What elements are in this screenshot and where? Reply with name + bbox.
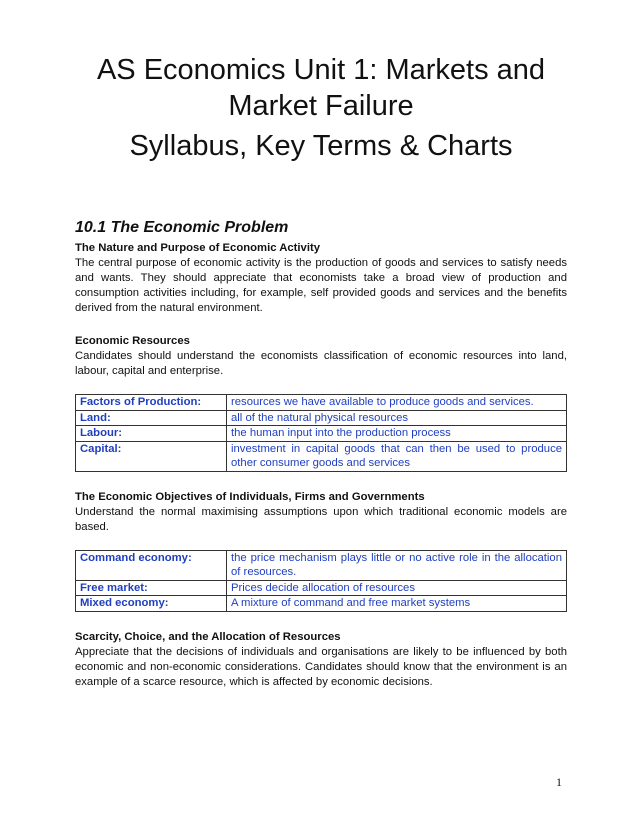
table-row bbox=[76, 550, 567, 580]
definition-cell: resources we have available to produce goods and services. bbox=[227, 395, 567, 411]
table-row bbox=[76, 580, 567, 596]
term-cell: Free market: bbox=[76, 580, 227, 596]
definition-cell: the price mechanism plays little or no active role in the allocation of resources. bbox=[227, 550, 567, 580]
block-nature-purpose bbox=[75, 241, 567, 316]
table-row bbox=[76, 441, 567, 471]
block-heading: Economic Resources bbox=[75, 335, 190, 347]
block-economic-resources bbox=[75, 334, 567, 379]
document-page bbox=[75, 52, 567, 708]
economies-table bbox=[75, 550, 567, 612]
title-line-1: AS Economics Unit 1: Markets and Market Failure bbox=[96, 54, 546, 122]
definition-cell: investment in capital goods that can then be used to produce other consumer goods and services bbox=[227, 441, 567, 471]
section-heading: 10.1 The Economic Problem bbox=[75, 219, 289, 236]
term-cell: Mixed economy: bbox=[76, 596, 227, 612]
table-row bbox=[76, 410, 567, 426]
block-text: Appreciate that the decisions of individuals and organisations are likely to be influenced by both economic and non-economic considerations. Candidates should know that the environment is an example of a scarce resource, which is affected by economic decisions. bbox=[75, 645, 567, 688]
block-economic-objectives bbox=[75, 490, 567, 535]
term-cell: Capital: bbox=[76, 441, 227, 471]
term-cell: Command economy: bbox=[76, 550, 227, 580]
factors-table bbox=[75, 394, 567, 472]
definition-cell: all of the natural physical resources bbox=[227, 410, 567, 426]
term-cell: Factors of Production: bbox=[76, 395, 227, 411]
term-cell: Land: bbox=[76, 410, 227, 426]
definition-cell: Prices decide allocation of resources bbox=[227, 580, 567, 596]
table-row bbox=[76, 395, 567, 411]
block-text: The central purpose of economic activity is the production of goods and services to satisfy needs and wants. They should appreciate that economists take a broad view of production and consumption activities including, for example, self provided goods and services and the benefits derived from the natural environment. bbox=[75, 257, 567, 314]
block-text: Understand the normal maximising assumptions upon which traditional economic models are based. bbox=[75, 505, 567, 533]
definition-cell: A mixture of command and free market systems bbox=[227, 596, 567, 612]
definition-cell: the human input into the production process bbox=[227, 426, 567, 442]
block-heading: The Economic Objectives of Individuals, Firms and Governments bbox=[75, 490, 425, 503]
block-scarcity-choice bbox=[75, 630, 567, 690]
block-text: Candidates should understand the economists classification of economic resources into land, labour, capital and enterprise. bbox=[75, 350, 567, 377]
block-heading: Scarcity, Choice, and the Allocation of Resources bbox=[75, 630, 341, 643]
block-heading: The Nature and Purpose of Economic Activity bbox=[75, 242, 321, 254]
table-row bbox=[76, 426, 567, 442]
document-title bbox=[75, 52, 567, 164]
page-number: 1 bbox=[556, 775, 562, 789]
term-cell: Labour: bbox=[76, 426, 227, 442]
title-line-2: Syllabus, Key Terms & Charts bbox=[129, 130, 513, 162]
table-row bbox=[76, 596, 567, 612]
